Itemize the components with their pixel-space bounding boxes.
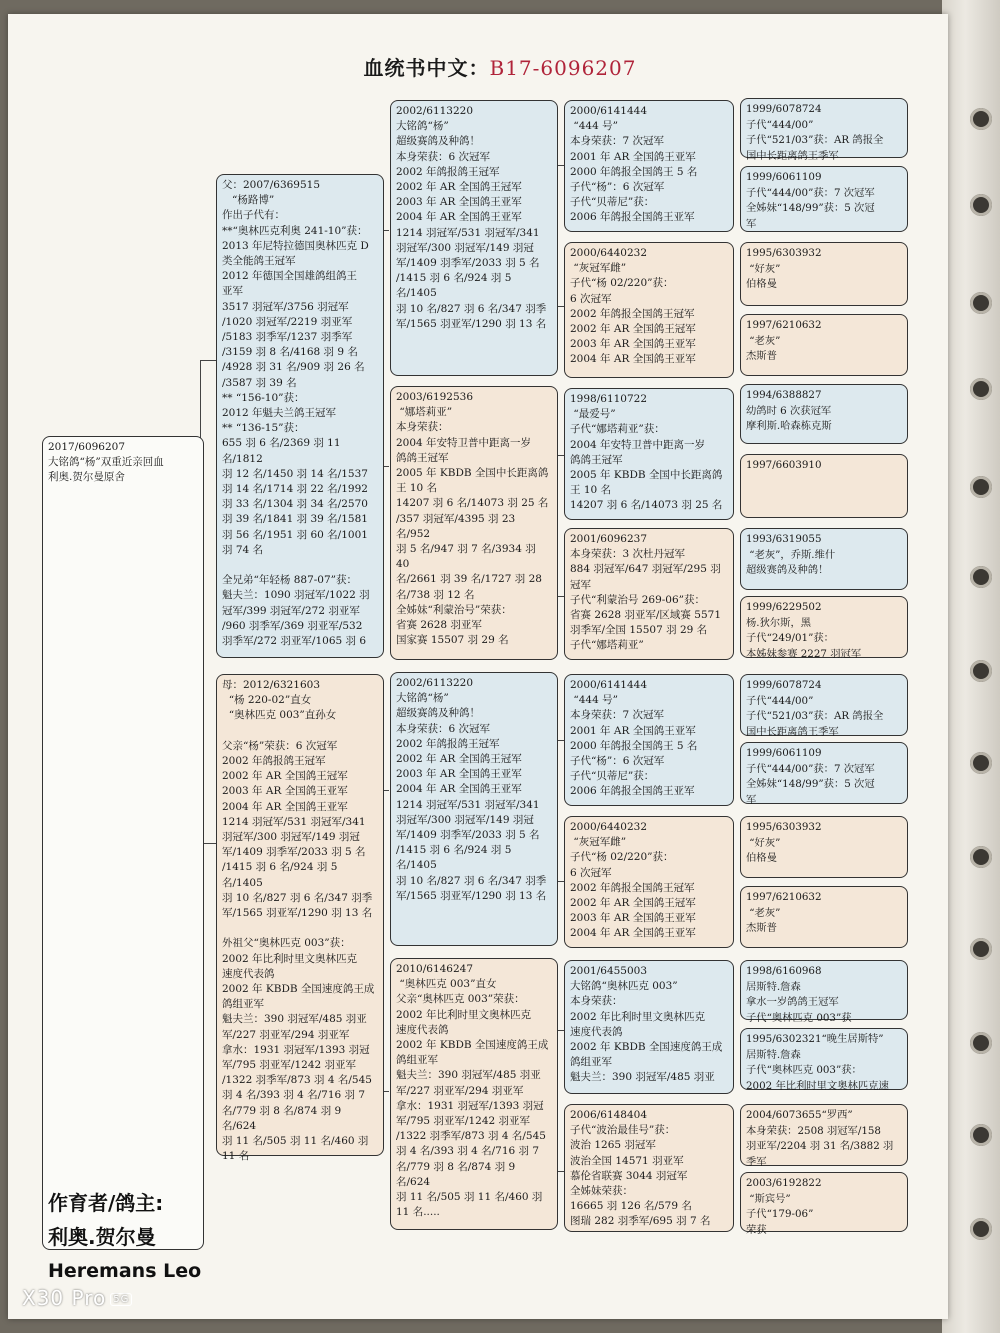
camera-badge: 5G bbox=[110, 1293, 132, 1306]
ancestor-box: 1999/6078724 子代“444/00” 子代“521/03”获：AR 鸽报全 国中长距离鸽王季军 bbox=[740, 98, 908, 158]
binder-hole bbox=[970, 752, 992, 774]
ancestor-box: 1999/6229502 杨.狄尔斯，黑 子代“249/01”获： 本姊妹参赛 2227 羽冠军 bbox=[740, 596, 908, 658]
maternal-granddam-box: 2010/6146247 “奥林匹克 003”直女 父亲“奥林匹克 003”荣获： 2002 年比利时里文奥林匹克 速度代表鸽 2002 年 KBDB 全国速度鸽王成 鸽组亚军 魁夫兰：390 羽冠军/485 羽亚 军/227 羽亚军/294 羽亚军 拿水：1931 羽冠军/1393 羽冠 军/795 羽亚军/1242 羽亚军 /1322 羽季军/873 羽 4 名/545 羽 4 名/393 羽 4 名/716 羽 7 名/779 羽 8 名/874 羽 9 名/624 羽 11 名/505 羽 11 名/460 羽 11 名..... bbox=[390, 958, 558, 1230]
binder-hole bbox=[970, 1032, 992, 1054]
ancestor-box: 2001/6455003 大铭鸽“奥林匹克 003” 本身荣获： 2002 年比利时里文奥林匹克 速度代表鸽 2002 年 KBDB 全国速度鸽王成 鸽组亚军 魁夫兰：390 羽冠军/485 羽亚 bbox=[564, 960, 734, 1094]
ancestor-box: 2004/6073655“罗西” 本身荣获：2508 羽冠军/158 羽亚军/2204 羽 31 名/3882 羽 季军 bbox=[740, 1104, 908, 1166]
breeder-label: 作育者/鸽主: bbox=[48, 1191, 164, 1215]
ancestor-box: 1993/6319055 “老灰”，乔斯.维什 超级赛鸽及种鸽！ bbox=[740, 528, 908, 590]
ancestor-box: 2000/6440232 “灰冠军雌” 子代“杨 02/220”获： 6 次冠军 2002 年鸽报全国鸽王冠军 2002 年 AR 全国鸽王冠军 2003 年 AR 全国鸽王亚军 2004 年 AR 全国鸽王亚军 bbox=[564, 242, 734, 378]
ancestor-box: 2001/6096237 本身荣获：3 次杜丹冠军 884 羽冠军/647 羽冠军/295 羽 冠军 子代“利蒙治号 269-06”获： 省赛 2628 羽亚军/区域赛 5571 羽季军/全国 15507 羽 29 名 子代“娜塔莉亚” bbox=[564, 528, 734, 660]
ancestor-box: 2006/6148404 子代“波治最佳号”获： 波治 1265 羽冠军 波治全国 14571 羽亚军 慕伦省联赛 3044 羽冠军 全姊妹荣获： 16665 羽 126 名/579 名 图瑞 282 羽季军/695 羽 7 名 bbox=[564, 1104, 734, 1232]
maternal-grandsire-box: 2002/6113220 大铭鸽“杨” 超级赛鸽及种鸽！ 本身荣获：6 次冠军 2002 年鸽报鸽王冠军 2002 年 AR 全国鸽王冠军 2003 年 AR 全国鸽王亚军 2004 年 AR 全国鸽王亚军 1214 羽冠军/531 羽冠军/341 羽冠军/300 羽冠军/149 羽冠 军/1409 羽季军/2033 羽 5 名 /1415 羽 6 名/924 羽 5 名/1405 羽 10 名/827 羽 6 名/347 羽季 军/1565 羽亚军/1290 羽 13 名 bbox=[390, 672, 558, 946]
ancestor-box: 2000/6141444 “444 号” 本身荣获：7 次冠军 2001 年 AR 全国鸽王亚军 2000 年鸽报全国鸽王 5 名 子代“杨”：6 次冠军 子代“贝蒂尼”获： 2006 年鸽报全国鸽王亚军 bbox=[564, 100, 734, 232]
breeder-name: Heremans Leo bbox=[48, 1260, 202, 1282]
binder-hole bbox=[970, 194, 992, 216]
breeder-name-chinese: 利奥.贺尔曼 bbox=[48, 1225, 156, 1249]
page-title bbox=[0, 52, 1000, 81]
camera-watermark bbox=[22, 1286, 132, 1310]
binder-hole bbox=[970, 660, 992, 682]
binder-hole bbox=[970, 566, 992, 588]
binder-hole bbox=[970, 846, 992, 868]
ancestor-box: 1995/6303932 “好灰” 伯格曼 bbox=[740, 816, 908, 878]
ancestor-box: 1994/6388827 幼鸽时 6 次获冠军 摩利斯.哈森栋克斯 bbox=[740, 384, 908, 444]
binder-hole bbox=[970, 938, 992, 960]
camera-model: X30 Pro bbox=[22, 1286, 107, 1310]
ancestor-box: 2000/6440232 “灰冠军雌” 子代“杨 02/220”获： 6 次冠军 2002 年鸽报全国鸽王冠军 2002 年 AR 全国鸽王冠军 2003 年 AR 全国鸽王亚军 2004 年 AR 全国鸽王亚军 bbox=[564, 816, 734, 948]
binder-hole bbox=[970, 1124, 992, 1146]
ancestor-box: 1995/6303932 “好灰” 伯格曼 bbox=[740, 242, 908, 306]
title-label: 血统书中文： bbox=[363, 56, 490, 80]
ancestor-box: 1997/6210632 “老灰” 杰斯普 bbox=[740, 886, 908, 948]
sire-box: 父：2007/6369515 “杨路博” 作出子代有： **“奥林匹克利奥 241-10”获： 2013 年尼特拉德国奥林匹克 D 类全能鸽王冠军 2012 年德国全国雄鸽组鸽王 亚军 3517 羽冠军/3756 羽冠军 /1020 羽冠军/2219 羽亚军 /5183 羽季军/1237 羽季军 /3159 羽 8 名/4168 羽 9 名 /4928 羽 31 名/909 羽 26 名 /3587 羽 39 名 ** “156-10”获： 2012 年魁夫兰鸽王冠军 ** “136-15”获： 655 羽 6 名/2369 羽 11 名/1812 羽 12 名/1450 羽 14 名/1537 羽 14 名/1714 羽 22 名/1992 羽 33 名/1304 羽 34 名/2570 羽 39 名/1841 羽 39 名/1581 羽 56 名/1951 羽 60 名/1001 羽 74 名 全兄弟“年轻杨 887-07”获： 魁夫兰：1090 羽冠军/1022 羽 冠军/399 羽冠军/272 羽亚军 /960 羽季军/369 羽亚军/532 羽季军/272 羽亚军/1065 羽 6 bbox=[216, 174, 384, 658]
ancestor-box: 1999/6078724 子代“444/00” 子代“521/03”获：AR 鸽报全 国中长距离鸽王季军 bbox=[740, 674, 908, 736]
title-ring-number: B17-6096207 bbox=[489, 56, 637, 80]
ancestor-box: 1998/6110722 “最爱号” 子代“娜塔莉亚”获： 2004 年安特卫普中距离一岁 鸽鸽王冠军 2005 年 KBDB 全国中长距离鸽 王 10 名 14207 羽 6 名/14073 羽 25 名 bbox=[564, 388, 734, 520]
paternal-grandsire-box: 2002/6113220 大铭鸽“杨” 超级赛鸽及种鸽！ 本身荣获：6 次冠军 2002 年鸽报鸽王冠军 2002 年 AR 全国鸽王冠军 2003 年 AR 全国鸽王亚军 2004 年 AR 全国鸽王亚军 1214 羽冠军/531 羽冠军/341 羽冠军/300 羽冠军/149 羽冠 军/1409 羽季军/2033 羽 5 名 /1415 羽 6 名/924 羽 5 名/1405 羽 10 名/827 羽 6 名/347 羽季 军/1565 羽亚军/1290 羽 13 名 bbox=[390, 100, 558, 376]
binder-hole bbox=[970, 476, 992, 498]
ancestor-box: 1999/6061109 子代“444/00”获：7 次冠军 全姊妹“148/99”获：5 次冠 军 bbox=[740, 166, 908, 232]
breeder-info bbox=[48, 1186, 201, 1288]
paternal-granddam-box: 2003/6192536 “娜塔莉亚” 本身荣获： 2004 年安特卫普中距离一岁 鸽鸽王冠军 2005 年 KBDB 全国中长距离鸽 王 10 名 14207 羽 6 名/14073 羽 25 名 /357 羽冠军/4395 羽 23 名/952 羽 5 名/947 羽 7 名/3934 羽 40 名/2661 羽 39 名/1727 羽 28 名/738 羽 12 名 全姊妹“利蒙治号”荣获： 省赛 2628 羽亚军 国家赛 15507 羽 29 名 bbox=[390, 386, 558, 660]
ancestor-box: 2003/6192822 “斯宾号” 子代“179-06” 荣获 bbox=[740, 1172, 908, 1232]
ancestor-box: 1995/6302321“晚生居斯特” 居斯特.詹森 子代“奥林匹克 003”获： 2002 年比利时里文奥林匹克速 bbox=[740, 1028, 908, 1090]
ancestor-box: 2000/6141444 “444 号” 本身荣获：7 次冠军 2001 年 AR 全国鸽王亚军 2000 年鸽报全国鸽王 5 名 子代“杨”：6 次冠军 子代“贝蒂尼”获： 2006 年鸽报全国鸽王亚军 bbox=[564, 674, 734, 806]
ancestor-box: 1998/6160968 居斯特.詹森 拿水一岁鸽鸽王冠军 子代“奥林匹克 003”获 bbox=[740, 960, 908, 1020]
binder-hole bbox=[970, 108, 992, 130]
ancestor-box: 1997/6210632 “老灰” 杰斯普 bbox=[740, 314, 908, 376]
dam-box: 母：2012/6321603 “杨 220-02”直女 “奥林匹克 003”直孙女 父亲“杨”荣获：6 次冠军 2002 年鸽报鸽王冠军 2002 年 AR 全国鸽王冠军 2003 年 AR 全国鸽王亚军 2004 年 AR 全国鸽王亚军 1214 羽冠军/531 羽冠军/341 羽冠军/300 羽冠军/149 羽冠 军/1409 羽季军/2033 羽 5 名 /1415 羽 6 名/924 羽 5 名/1405 羽 10 名/827 羽 6 名/347 羽季 军/1565 羽亚军/1290 羽 13 名 外祖父“奥林匹克 003”获： 2002 年比利时里文奥林匹克 速度代表鸽 2002 年 KBDB 全国速度鸽王成 鸽组亚军 魁夫兰：390 羽冠军/485 羽亚 军/227 羽亚军/294 羽亚军 拿水：1931 羽冠军/1393 羽冠 军/795 羽亚军/1242 羽亚军 /1322 羽季军/873 羽 4 名/545 羽 4 名/393 羽 4 名/716 羽 7 名/779 羽 8 名/874 羽 9 名/624 羽 11 名/505 羽 11 名/460 羽 11 名 bbox=[216, 674, 384, 1156]
ancestor-box: 1997/6603910 bbox=[740, 454, 908, 518]
binder-hole bbox=[970, 378, 992, 400]
subject-pigeon-box: 2017/6096207 大铭鸽“杨”双重近亲回血 利奥.贺尔曼原舍 bbox=[42, 436, 204, 1250]
binder-hole bbox=[970, 292, 992, 314]
ancestor-box: 1999/6061109 子代“444/00”获：7 次冠军 全姊妹“148/99”获：5 次冠 军 bbox=[740, 742, 908, 804]
binder-hole bbox=[970, 1218, 992, 1240]
